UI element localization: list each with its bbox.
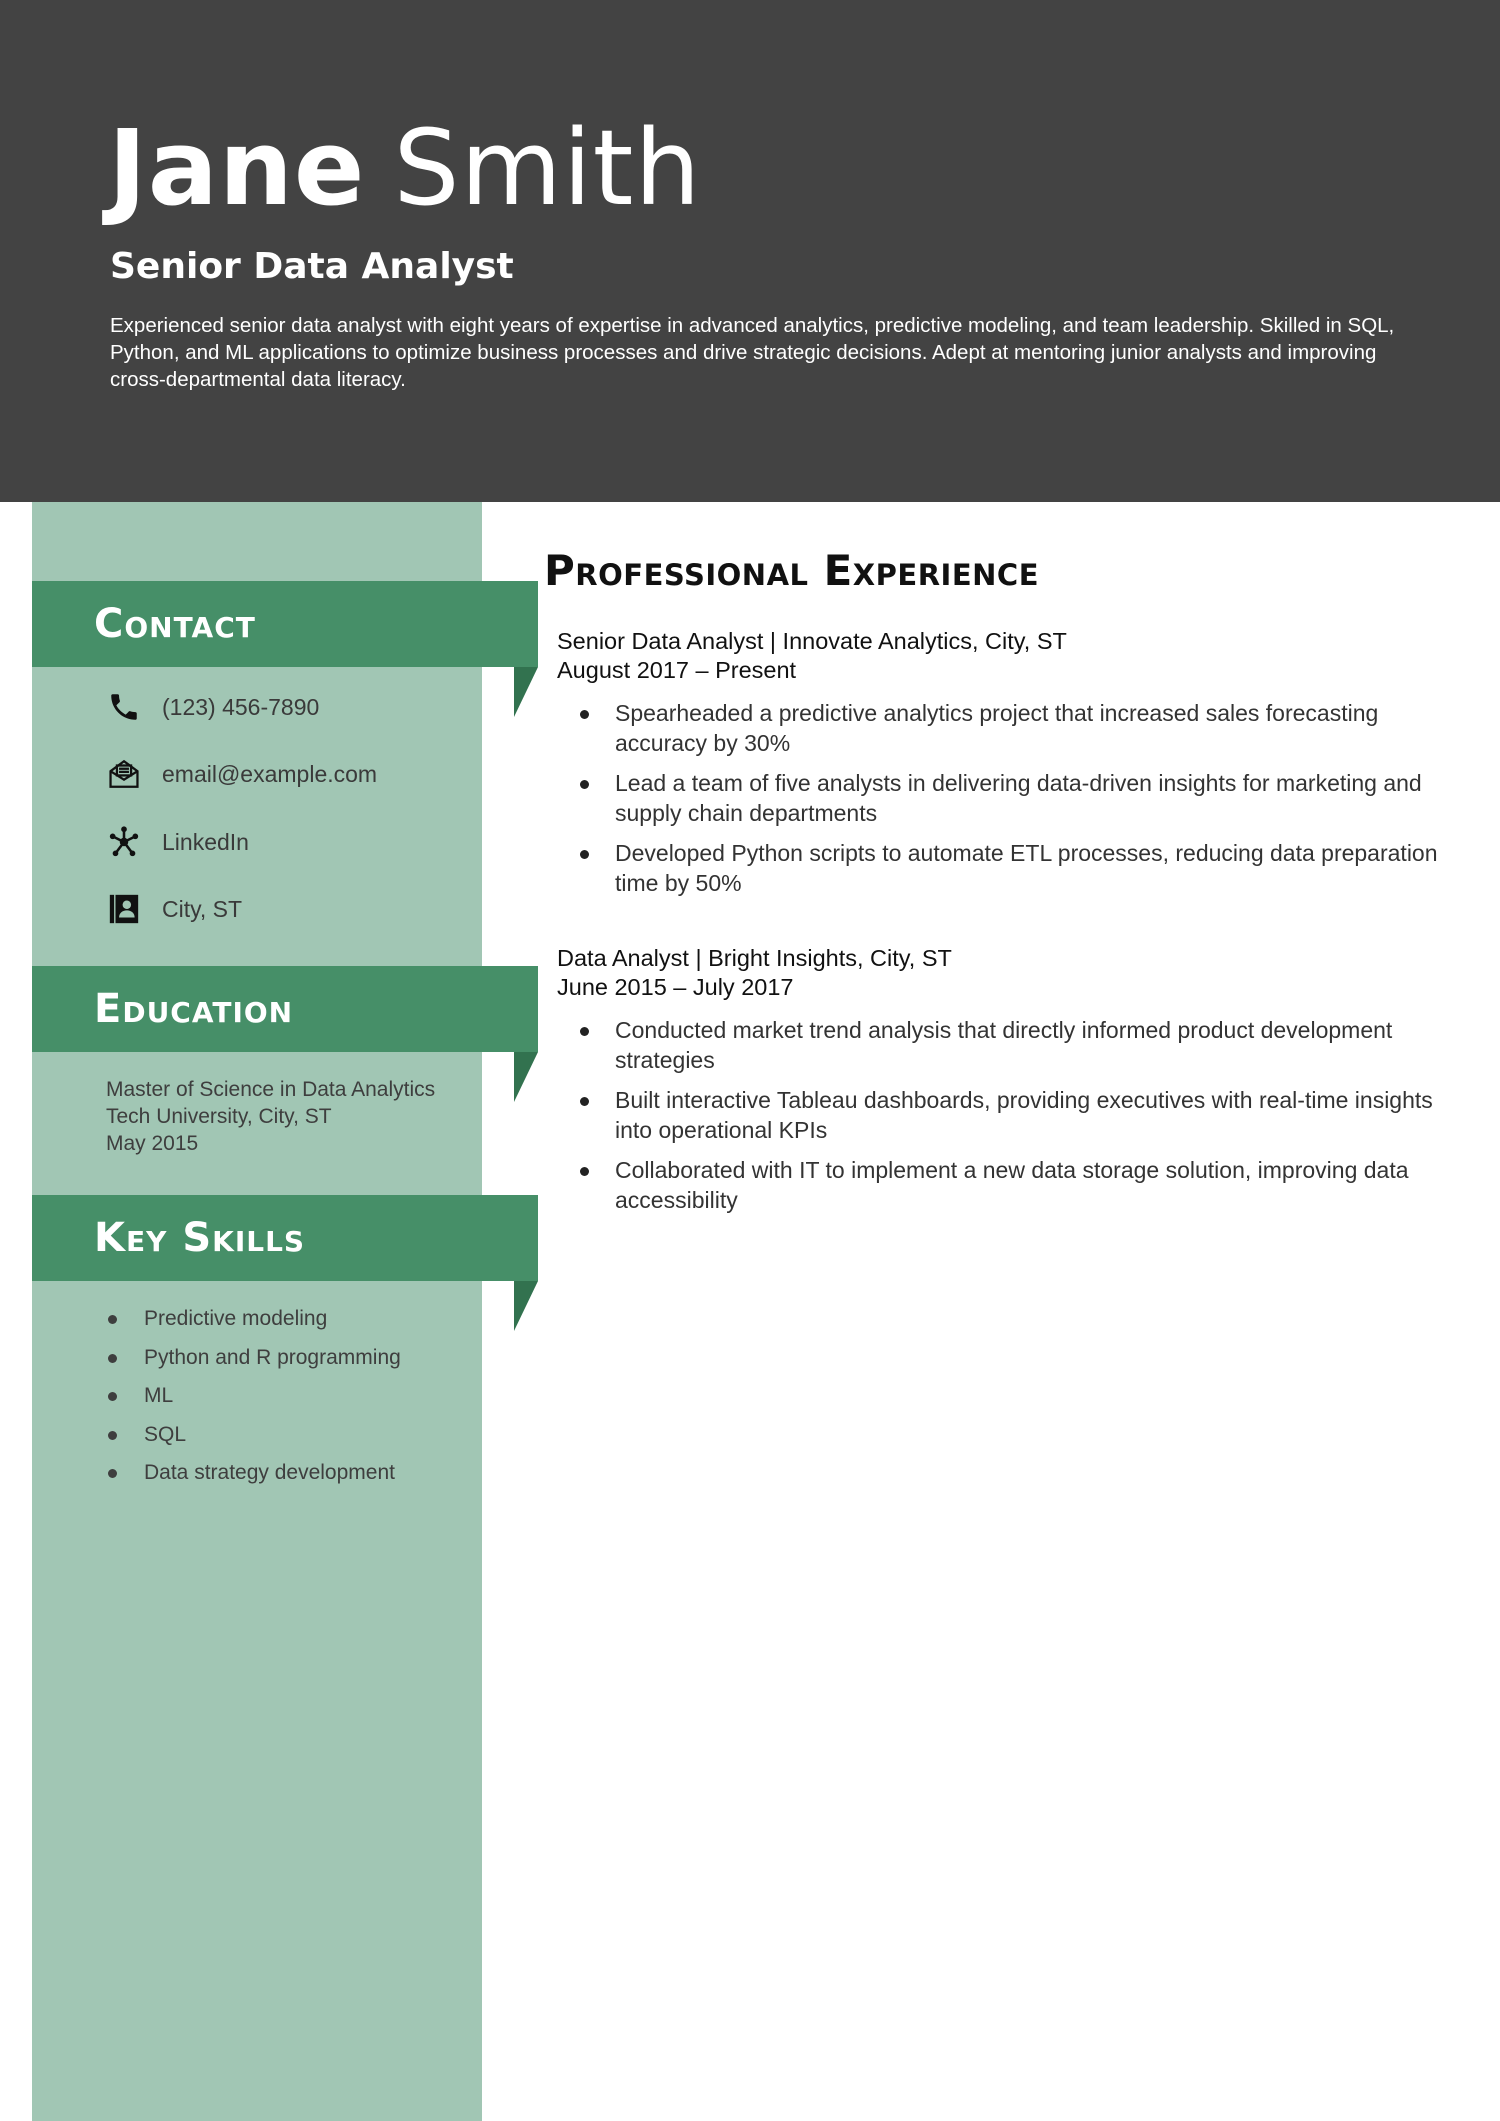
candidate-name	[108, 108, 701, 228]
list-item: Data strategy development	[106, 1454, 401, 1493]
job-dates: August 2017 – Present	[557, 657, 797, 683]
job-title: Senior Data Analyst	[110, 246, 514, 287]
job-position: Senior Data Analyst | Innovate Analytics, City, ST	[557, 628, 1067, 654]
first-name: Jane	[108, 107, 366, 229]
contact-phone	[106, 687, 319, 727]
job-entry	[557, 944, 1457, 1226]
job-position: Data Analyst | Bright Insights, City, ST	[557, 945, 952, 971]
list-item: Conducted market trend analysis that directly informed product development strategies	[557, 1016, 1457, 1075]
contact-band-fold	[514, 667, 538, 717]
contact-card-icon	[106, 891, 142, 927]
list-item: Spearheaded a predictive analytics project that increased sales forecasting accuracy by 30%	[557, 699, 1457, 758]
education-band	[32, 966, 538, 1052]
job-bullets	[557, 1016, 1457, 1215]
list-item: Developed Python scripts to automate ETL processes, reducing data preparation time by 50%	[557, 839, 1457, 898]
list-item: SQL	[106, 1416, 401, 1455]
skills-heading: Key Skills	[94, 1215, 306, 1261]
skills-band-fold	[514, 1281, 538, 1331]
list-item: Python and R programming	[106, 1339, 401, 1378]
job-dates: June 2015 – July 2017	[557, 974, 794, 1000]
last-name: Smith	[393, 107, 702, 229]
email-address[interactable]: email@example.com	[162, 760, 378, 787]
list-item: Lead a team of five analysts in delivering data-driven insights for marketing and supply chain departments	[557, 769, 1457, 828]
contact-email	[106, 754, 377, 794]
contact-heading: Contact	[94, 601, 256, 647]
list-item: Collaborated with IT to implement a new data storage solution, improving data accessibility	[557, 1156, 1457, 1215]
phone-icon	[106, 689, 142, 725]
skills-band	[32, 1195, 538, 1281]
summary: Experienced senior data analyst with eight years of expertise in advanced analytics, predictive modeling, and team leadership. Skilled in SQL, Python, and ML applications to optimize business processes and drive strategic decisions. Adept at mentoring junior analysts and improving cross-departmental data literacy.	[110, 314, 1395, 391]
header	[0, 0, 1500, 502]
envelope-icon	[106, 756, 142, 792]
education-heading: Education	[94, 986, 294, 1032]
contact-linkedin	[106, 822, 249, 862]
contact-location	[106, 889, 242, 929]
list-item: ML	[106, 1377, 401, 1416]
contact-band	[32, 581, 538, 667]
education-details	[106, 1076, 435, 1157]
skills-list	[106, 1300, 401, 1493]
sidebar	[32, 502, 482, 2121]
job-entry	[557, 627, 1457, 909]
location: City, ST	[162, 895, 243, 922]
education-band-fold	[514, 1052, 538, 1102]
school: Tech University, City, ST	[106, 1105, 332, 1128]
job-bullets	[557, 699, 1457, 898]
list-item: Predictive modeling	[106, 1300, 401, 1339]
graduation-date: May 2015	[106, 1132, 199, 1155]
phone-number: (123) 456-7890	[162, 693, 320, 720]
degree: Master of Science in Data Analytics	[106, 1078, 436, 1101]
linkedin-link[interactable]: LinkedIn	[162, 828, 249, 855]
network-icon	[106, 824, 142, 860]
list-item: Built interactive Tableau dashboards, providing executives with real-time insights into operational KPIs	[557, 1086, 1457, 1145]
experience-heading: Professional Experience	[544, 546, 1040, 595]
